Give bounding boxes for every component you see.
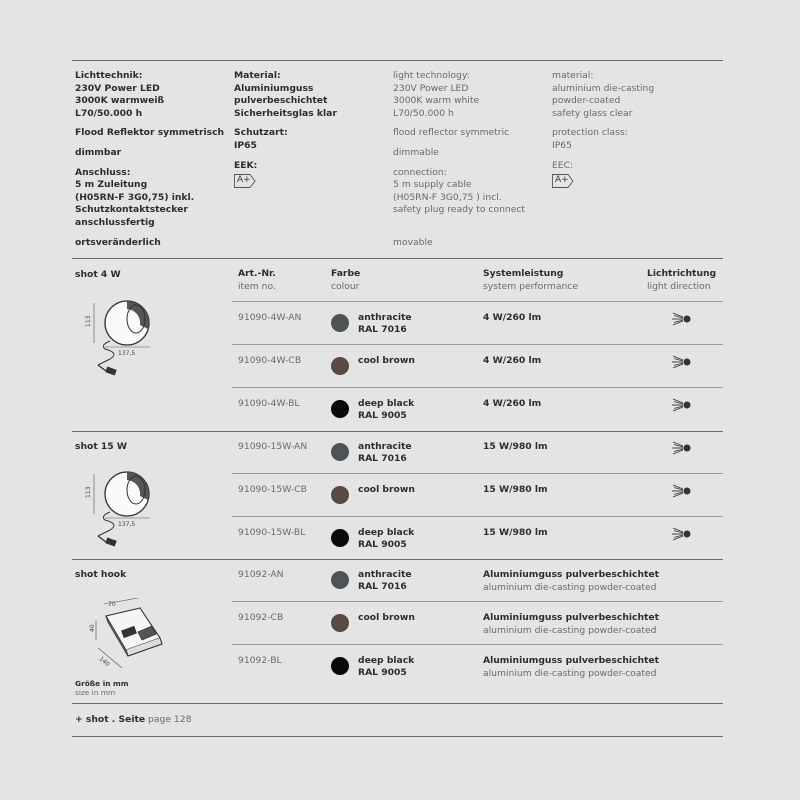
footer-divider	[72, 703, 723, 704]
ral-code: RAL 7016	[358, 323, 407, 335]
row-divider	[232, 301, 723, 302]
material-line: pulverbeschichtet	[234, 95, 328, 107]
color-swatch-cool-brown	[331, 614, 349, 632]
ral-code: RAL 7016	[358, 580, 407, 592]
dim-width: 137,5	[118, 521, 136, 528]
header-art	[238, 268, 276, 293]
product-drawing-shot	[80, 295, 170, 385]
protection-value-en: IP65	[552, 139, 572, 151]
section-title: shot hook	[75, 569, 127, 580]
ral-code: RAL 9005	[358, 409, 407, 421]
connection-label: connection:	[393, 166, 447, 178]
section-title: shot 15 W	[75, 441, 128, 452]
dim-left: 40	[89, 624, 96, 632]
connection-line: (H05RN-F 3G0,75 ) incl.	[393, 191, 502, 203]
system-performance: 15 W/980 lm	[483, 441, 548, 452]
header-direction-en: light direction	[647, 280, 711, 292]
protection-label: Schutzart:	[234, 127, 288, 139]
section-divider	[72, 559, 723, 560]
lichttechnik-line: 3000K warmweiß	[75, 95, 165, 107]
color-swatch-cool-brown	[331, 357, 349, 375]
spec-column-de-right	[234, 70, 384, 192]
color-swatch-anthracite	[331, 314, 349, 332]
anschluss-line: anschlussfertig	[75, 216, 155, 228]
material-line: Aluminiumguss	[234, 82, 314, 94]
material-de: Aluminiumguss pulverbeschichtet	[483, 612, 660, 623]
material-en: aluminium die-casting powder-coated	[483, 667, 657, 679]
item-number: 91092-BL	[238, 655, 282, 666]
color-name	[358, 569, 412, 592]
item-number: 91090-15W-BL	[238, 527, 306, 538]
color-label: anthracite	[358, 312, 412, 323]
system-performance: 4 W/260 lm	[483, 312, 542, 323]
color-label: anthracite	[358, 569, 412, 580]
material-de: Aluminiumguss pulverbeschichtet	[483, 569, 660, 580]
color-name	[358, 398, 414, 421]
dim-height: 113	[85, 315, 92, 327]
color-name	[358, 655, 414, 678]
spec-column-en-left	[393, 70, 553, 249]
system-performance: 15 W/980 lm	[483, 527, 548, 538]
flood-light-icon	[670, 483, 692, 499]
anschluss-line: Schutzkontaktstecker	[75, 204, 188, 216]
header-perf-en: system performance	[483, 280, 578, 292]
item-number: 91092-CB	[238, 612, 284, 623]
material-en: aluminium die-casting powder-coated	[483, 624, 657, 636]
header-art-en: item no.	[238, 280, 276, 292]
system-performance: 4 W/260 lm	[483, 398, 542, 409]
light-line: 230V Power LED	[393, 82, 469, 94]
row-divider	[232, 601, 723, 602]
flood-light-icon	[670, 526, 692, 542]
material-description	[483, 569, 659, 594]
product-drawing-shot	[80, 466, 170, 556]
color-label: cool brown	[358, 484, 415, 495]
color-swatch-anthracite	[331, 571, 349, 589]
page-reference-de: + shot . Seite	[75, 714, 146, 725]
color-name	[358, 484, 415, 496]
ral-code: RAL 9005	[358, 666, 407, 678]
color-name	[358, 312, 412, 335]
item-number: 91090-4W-CB	[238, 355, 302, 366]
flood-light-icon	[670, 311, 692, 327]
section-title: shot 4 W	[75, 269, 121, 280]
protection-label-en: protection class:	[552, 127, 628, 139]
material-description	[483, 612, 659, 637]
row-divider	[232, 344, 723, 345]
eek-value: A+	[237, 175, 251, 186]
eec-value: A+	[555, 175, 569, 186]
color-swatch-cool-brown	[331, 486, 349, 504]
row-divider	[232, 644, 723, 645]
item-number: 91090-4W-AN	[238, 312, 302, 323]
color-label: anthracite	[358, 441, 412, 452]
header-direction	[647, 268, 716, 293]
row-divider	[232, 473, 723, 474]
anschluss-label: Anschluss:	[75, 166, 131, 178]
row-divider	[232, 387, 723, 388]
spec-column-en-right	[552, 70, 722, 192]
item-number: 91090-15W-CB	[238, 484, 307, 495]
connection-line: 5 m supply cable	[393, 179, 472, 191]
page-reference-en: page 128	[148, 714, 192, 725]
color-label: deep black	[358, 527, 415, 538]
mobility-text-en: movable	[393, 236, 433, 248]
dimming-text: dimmbar	[75, 146, 122, 158]
eek-label: EEK:	[234, 159, 258, 171]
product-drawing-hook	[78, 598, 178, 678]
light-line: L70/50.000 h	[393, 107, 454, 119]
header-color-en: colour	[331, 280, 360, 292]
system-performance: 15 W/980 lm	[483, 484, 548, 495]
material-line-en: powder-coated	[552, 95, 621, 107]
color-swatch-anthracite	[331, 443, 349, 461]
anschluss-line: (H05RN-F 3G0,75) inkl.	[75, 191, 195, 203]
reflector-text: Flood Reflektor symmetrisch	[75, 127, 225, 139]
lichttechnik-line: 230V Power LED	[75, 82, 160, 94]
section-divider	[72, 431, 723, 432]
mobility-text: ortsveränderlich	[75, 236, 161, 248]
ral-code: RAL 7016	[358, 452, 407, 464]
color-swatch-deep-black	[331, 400, 349, 418]
protection-value: IP65	[234, 139, 257, 151]
connection-line: safety plug ready to connect	[393, 204, 526, 216]
material-line-en: safety glass clear	[552, 107, 633, 119]
color-name	[358, 612, 415, 624]
system-performance: 4 W/260 lm	[483, 355, 542, 366]
header-color-de: Farbe	[331, 268, 361, 279]
item-number: 91090-4W-BL	[238, 398, 300, 409]
anschluss-line: 5 m Zuleitung	[75, 179, 148, 191]
light-label: light technology:	[393, 70, 470, 81]
dim-top: 70	[108, 601, 116, 608]
item-number: 91090-15W-AN	[238, 441, 308, 452]
eec-label: EEC:	[552, 159, 574, 171]
dim-width: 137,5	[118, 350, 136, 357]
bottom-divider	[72, 736, 723, 737]
table-top-divider	[72, 258, 723, 259]
color-label: deep black	[358, 655, 415, 666]
item-number: 91092-AN	[238, 569, 284, 580]
top-divider	[72, 60, 723, 61]
dimming-text-en: dimmable	[393, 146, 439, 158]
material-label-en: material:	[552, 70, 594, 81]
material-label: Material:	[234, 70, 281, 81]
size-note-en: size in mm	[75, 687, 116, 697]
spec-column-de-left	[75, 70, 235, 249]
material-description	[483, 655, 659, 680]
row-divider	[232, 516, 723, 517]
color-swatch-deep-black	[331, 529, 349, 547]
size-note	[75, 680, 128, 697]
header-direction-de: Lichtrichtung	[647, 268, 717, 279]
energy-label-icon	[234, 174, 256, 187]
dim-bottom: 140	[97, 655, 111, 669]
lichttechnik-label: Lichttechnik:	[75, 70, 143, 81]
material-de: Aluminiumguss pulverbeschichtet	[483, 655, 660, 666]
lichttechnik-line: L70/50.000 h	[75, 107, 143, 119]
color-name	[358, 527, 414, 550]
size-note-de: Größe in mm	[75, 679, 129, 688]
header-art-de: Art.-Nr.	[238, 268, 276, 279]
header-perf	[483, 268, 578, 293]
ral-code: RAL 9005	[358, 538, 407, 550]
energy-label-icon	[552, 174, 574, 187]
material-en: aluminium die-casting powder-coated	[483, 581, 657, 593]
material-line: Sicherheitsglas klar	[234, 107, 337, 119]
flood-light-icon	[670, 440, 692, 456]
dim-height: 113	[85, 486, 92, 498]
flood-light-icon	[670, 397, 692, 413]
color-name	[358, 441, 412, 464]
color-label: cool brown	[358, 355, 415, 366]
light-line: 3000K warm white	[393, 95, 480, 107]
header-color	[331, 268, 360, 293]
material-line-en: aluminium die-casting	[552, 82, 655, 94]
color-label: deep black	[358, 398, 415, 409]
header-perf-de: Systemleistung	[483, 268, 564, 279]
color-swatch-deep-black	[331, 657, 349, 675]
flood-light-icon	[670, 354, 692, 370]
page-reference[interactable]	[75, 714, 191, 725]
color-name	[358, 355, 415, 367]
reflector-text-en: flood reflector symmetric	[393, 127, 510, 139]
color-label: cool brown	[358, 612, 415, 623]
